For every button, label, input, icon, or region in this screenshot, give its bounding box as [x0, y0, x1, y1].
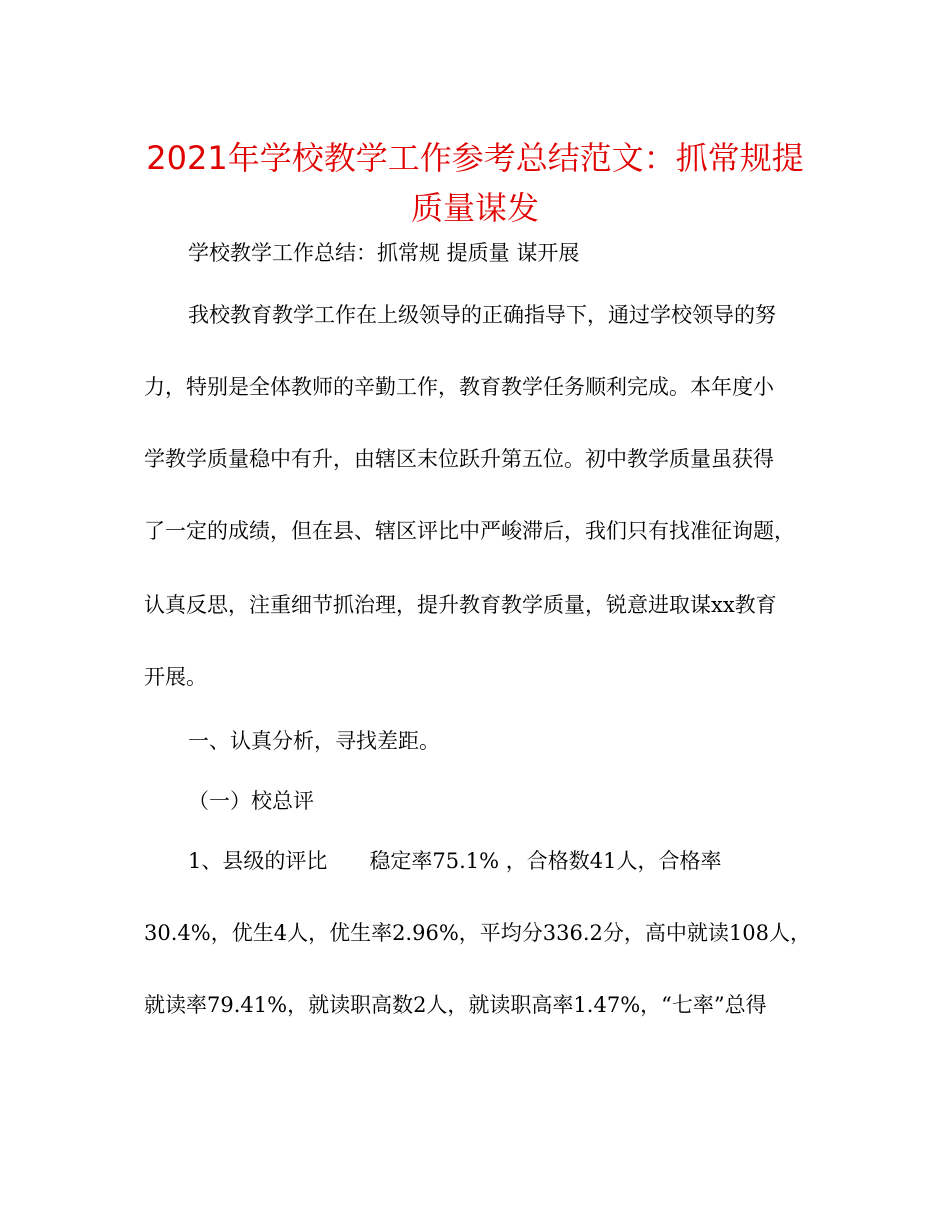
section-heading: 一、认真分析，寻找差距。: [188, 729, 440, 753]
item-line: 1、县级的评比 稳定率75.1% ，合格数41人，合格率: [188, 849, 722, 873]
paragraph-line: 开展。: [144, 665, 207, 689]
paragraph-line: 我校教育教学工作在上级领导的正确指导下，通过学校领导的努: [188, 303, 776, 327]
paragraph-line: 学教学质量稳中有升，由辖区末位跃升第五位。初中教学质量虽获得: [144, 447, 774, 471]
item-line: 就读率79.41%，就读职高数2人，就读职高率1.47%，“七率”总得: [144, 993, 767, 1017]
document-title-line-2: 质量谋发: [410, 189, 539, 227]
document-title-line-1: 2021年学校教学工作参考总结范文：抓常规提: [146, 139, 804, 177]
paragraph-line: 了一定的成绩，但在县、辖区评比中严峻滞后，我们只有找准征询题，: [144, 519, 795, 543]
subsection-heading: （一）校总评: [188, 789, 314, 813]
paragraph-line: 力，特别是全体教师的辛勤工作，教育教学任务顺利完成。本年度小: [144, 375, 774, 399]
paragraph-line: 认真反思，注重细节抓治理，提升教育教学质量，锐意进取谋xx教育: [144, 593, 777, 617]
document-subtitle: 学校教学工作总结：抓常规 提质量 谋开展: [188, 241, 580, 265]
item-line: 30.4%，优生4人，优生率2.96%，平均分336.2分，高中就读108人，: [144, 921, 811, 945]
